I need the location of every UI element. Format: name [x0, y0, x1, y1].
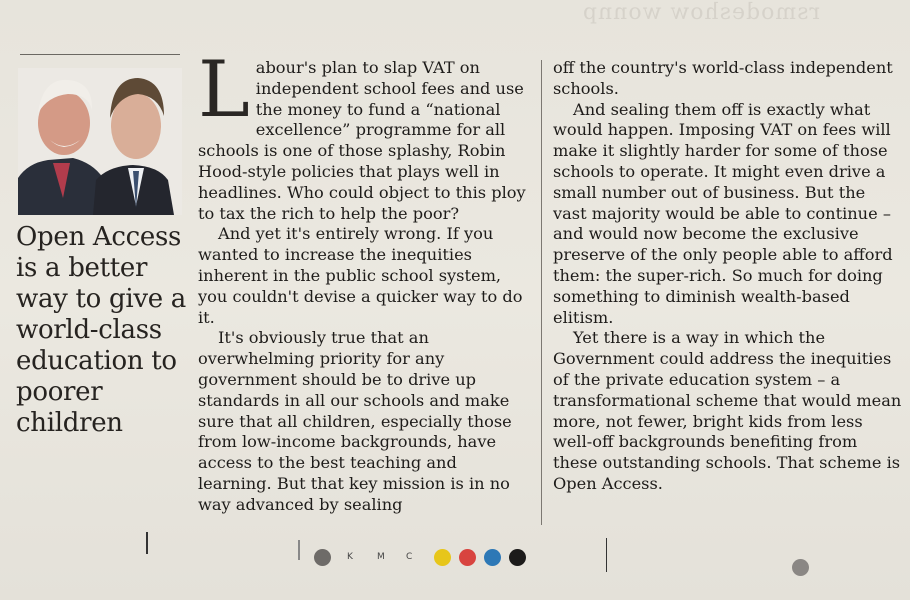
- paragraph: It's obviously true that an overwhelming priority for any government should be to drive up standards in all our schools and make sure that all children, especially those from low-income backgrounds, have access to the best teaching and learning. But that key mission is in no way advanced by sealing: [198, 328, 512, 514]
- article-column-2: [553, 58, 903, 495]
- paragraph: And sealing them off is exactly what would happen. Imposing VAT on fees will make it slightly harder for some of those schools to operate. It might even drive a small number out of business. But the vast majority would be able to continue – and would now become the exclusive preserve of the only people able to afford them: the super-rich. So much for doing something to diminish wealth-based elitism.: [553, 99, 893, 327]
- column-divider: [541, 60, 542, 525]
- paragraph: And yet it's entirely wrong. If you wanted to increase the inequities inherent in the public school system, you couldn't devise a quicker way to do it.: [198, 224, 523, 327]
- crop-mark: [606, 538, 607, 572]
- cyan-dot: [484, 549, 501, 566]
- registration-letter: C: [406, 552, 413, 562]
- author-photo: [18, 68, 182, 215]
- show-through-text: rsmodeshow wonnp: [581, 0, 820, 25]
- registration-letter: M: [377, 552, 385, 562]
- registration-letter: K: [347, 552, 353, 562]
- paragraph: abour's plan to slap VAT on independent school fees and use the money to fund a “national excellence” programme for all schools is one of those splashy, Robin Hood-style policies that plays well in headlines. Who could object to this ploy to tax the rich to help the poor?: [198, 58, 526, 223]
- magenta-dot: [459, 549, 476, 566]
- black-dot: [509, 549, 526, 566]
- grey-dot: [314, 549, 331, 566]
- paragraph: off the country's world-class independent schools.: [553, 58, 893, 98]
- grey-dot: [792, 559, 809, 576]
- crop-mark: [146, 532, 148, 554]
- crop-mark: [298, 540, 300, 560]
- drop-cap: L: [198, 45, 250, 135]
- print-registration-marks: [0, 530, 910, 600]
- top-rule: [20, 54, 180, 55]
- headline: Open Access is a better way to give a world-class education to poorer children: [16, 222, 186, 438]
- yellow-dot: [434, 549, 451, 566]
- paragraph: Yet there is a way in which the Government could address the inequities of the private education system – a transformational scheme that would mean more, not fewer, bright kids from less well-off backgrounds benefiting from these outstanding schools. That scheme is Open Access.: [553, 328, 902, 493]
- article-column-1: [198, 45, 528, 516]
